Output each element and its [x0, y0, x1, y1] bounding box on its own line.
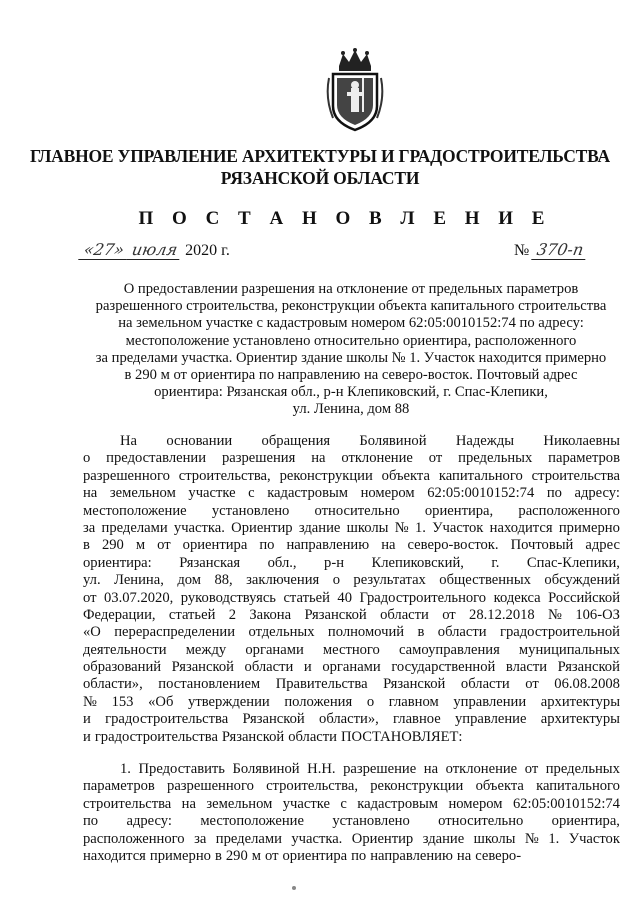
coat-of-arms-icon — [325, 48, 385, 132]
body-line: параметров разрешенного строительства, реконструкции объекта капитального — [83, 778, 620, 795]
body-line: о предоставлении разрешения на отклонение от предельных параметров — [83, 450, 620, 467]
paragraph-item-1 — [83, 761, 620, 865]
body-line: Федерации, статьей 2 Закона Рязанской области от 28.12.2018 № 106-ОЗ — [83, 606, 620, 623]
body-line: от 03.07.2020, руководствуясь статьей 40 Градостроительного кодекса Российской — [83, 589, 620, 606]
body-line: «О перераспределении отдельных полномочий в области градостроительной — [83, 624, 620, 641]
subject-line: разрешенного строительства, реконструкции объекта капитального строительства — [95, 298, 607, 315]
subject-line: в 290 м от ориентира по направлению на северо-восток. Почтовый адрес — [124, 367, 578, 384]
decree-subject — [78, 281, 624, 419]
organization-name-line1: ГЛАВНОЕ УПРАВЛЕНИЕ АРХИТЕКТУРЫ И ГРАДОСТРОИТЕЛЬСТВА — [30, 146, 610, 166]
body-line: 1. Предоставить Болявиной Н.Н. разрешение на отклонение от предельных — [120, 761, 620, 778]
number-prefix: № — [514, 242, 530, 259]
body-line: расположенного за пределами участка. Ориентир здание школы № 1. Участок — [83, 830, 620, 847]
paragraph-preamble — [83, 433, 620, 746]
body-line: ул. Ленина, дом 88, заключения о результатах общественных обсуждений — [83, 572, 620, 589]
date-year: 2020 г. — [185, 242, 230, 259]
body-line: по адресу: местоположение установлено относительно ориентира, — [83, 813, 620, 830]
body-line: На основании обращения Болявиной Надежды Николаевны — [120, 433, 620, 449]
body-line: на земельном участке с кадастровым номером 62:05:0010152:74 по адресу: — [83, 485, 620, 502]
decree-body — [83, 433, 620, 865]
document-date — [80, 240, 230, 260]
page-mark — [292, 886, 296, 890]
body-line: строительства на земельном участке с кадастровым номером 62:05:0010152:74 — [83, 795, 620, 812]
subject-line: ул. Ленина, дом 88 — [292, 401, 410, 418]
body-line: и градостроительства Рязанской области», главное управление архитектуры — [83, 711, 620, 728]
subject-line: О предоставлении разрешения на отклонение от предельных параметров — [123, 281, 579, 297]
body-line: местоположение установлено относительно ориентира, расположенного — [83, 502, 620, 519]
document-title: П О С Т А Н О В Л Е Н И Е — [138, 208, 552, 229]
body-line: в 290 м от ориентира по направлению на северо-восток. Почтовый адрес — [83, 537, 620, 554]
body-line: ориентира: Рязанская обл., р-н Клепиковский, г. Спас-Клепики, — [83, 554, 620, 571]
document-number — [514, 240, 588, 260]
body-line: деятельности между органами местного самоуправления муниципальных — [83, 641, 620, 658]
body-line: области», постановлением Правительства Рязанской области от 06.08.2008 — [83, 676, 620, 693]
subject-line: местоположение установлено относительно ориентира, расположенного — [125, 332, 577, 349]
body-line: за пределами участка. Ориентир здание школы № 1. Участок находится примерно — [83, 519, 620, 536]
subject-line: на земельном участке с кадастровым номером 62:05:0010152:74 по адресу: — [118, 315, 584, 332]
organization-name-line2: РЯЗАНСКОЙ ОБЛАСТИ — [220, 168, 420, 188]
body-line: разрешенного строительства, реконструкции объекта капитального строительства — [83, 467, 620, 484]
body-line: находится примерно в 290 м от ориентира по направлению на северо- — [83, 847, 522, 864]
body-line: № 153 «Об утверждении положения о главном управлении архитектуры — [83, 693, 620, 710]
body-line: и градостроительства Рязанской области ПОСТАНОВЛЯЕТ: — [83, 728, 463, 745]
number-value: 370-п — [532, 240, 590, 260]
subject-line: за пределами участка. Ориентир здание школы № 1. Участок находится примерно — [95, 349, 607, 366]
body-line: образований Рязанской области и органами государственной власти Рязанской — [83, 659, 620, 676]
date-month: июля — [126, 240, 183, 260]
date-day: «27» — [78, 240, 129, 260]
subject-line: ориентира: Рязанская обл., р-н Клепиковский, г. Спас-Клепики, — [154, 384, 548, 401]
